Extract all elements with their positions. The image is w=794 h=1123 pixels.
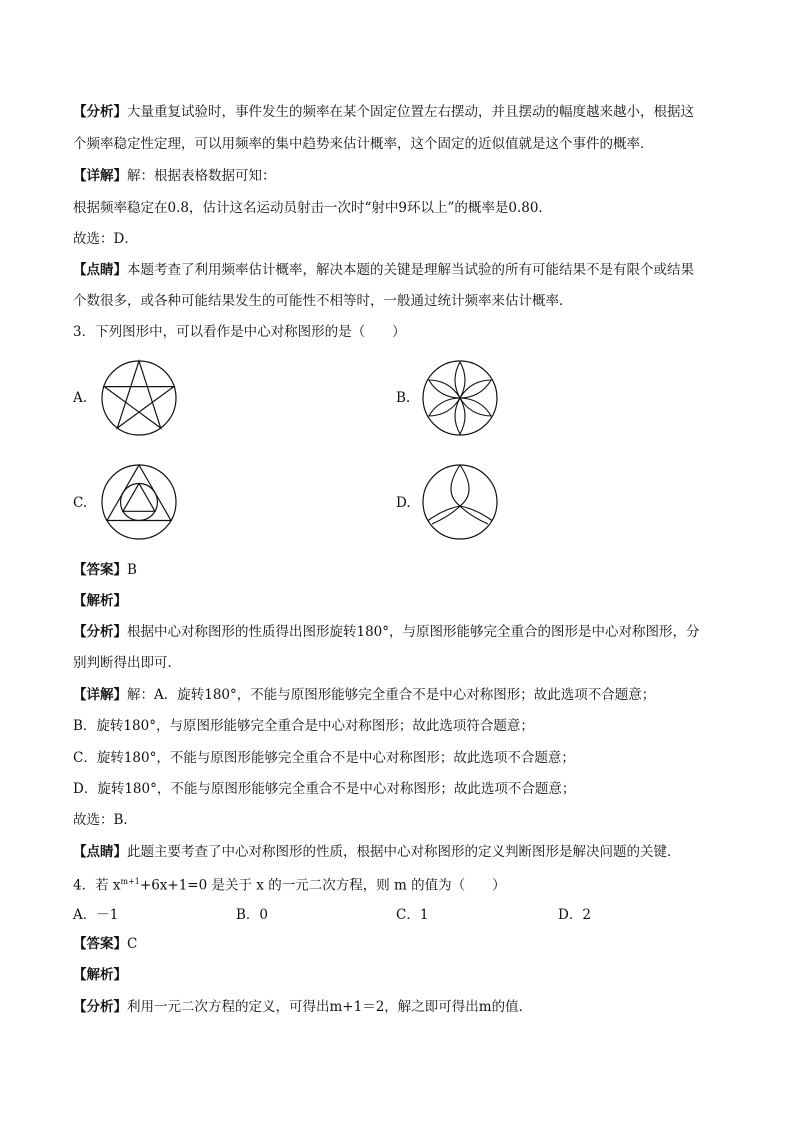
q3-detail-line-1: 【详解】解：A．旋转180°，不能与原图形能够完全重合不是中心对称图形；故此选项不合题意； [73, 687, 656, 703]
q4-answer: 【答案】C [73, 936, 138, 952]
comment-tag: 【点睛】 [73, 262, 127, 278]
q4-jiexi-tag: 【解析】 [73, 967, 127, 983]
q4-choice-d: D．2 [558, 907, 591, 923]
q2-choose: 故选：D． [73, 231, 138, 247]
document-page [73, 0, 723, 1123]
q3-stem: 3．下列图形中，可以看作是中心对称图形的是（ ） [73, 324, 406, 340]
q3-detail-line-2: B．旋转180°，与原图形能够完全重合是中心对称图形；故此选项符合题意； [73, 718, 534, 734]
q3-answer: 【答案】B [73, 562, 137, 578]
q2-detail-line-2: 根据频率稳定在0.8，估计这名运动员射击一次时“射中9环以上”的概率是0.80． [73, 200, 552, 216]
analysis-tag: 【分析】 [73, 624, 127, 640]
q3-choose: 故选：B． [73, 812, 137, 828]
q2-detail-line-1: 【详解】解：根据表格数据可知： [73, 168, 276, 184]
q3-analysis-line-2: 别判断得出即可． [73, 655, 181, 671]
six-petal-flower-figure [420, 358, 500, 438]
q4-choice-c: C．1 [396, 907, 429, 923]
triangle-circles-figure [99, 462, 179, 542]
pentagram-in-circle-figure [99, 358, 179, 438]
comment-tag: 【点睛】 [73, 844, 127, 860]
exponent: m+1 [120, 877, 140, 886]
q2-comment-line-1: 【点睛】本题考查了利用频率估计概率，解决本题的关键是理解当试验的所有可能结果不是有限个或结果 [73, 262, 694, 278]
q3-option-d-label: D. [396, 495, 411, 511]
detail-tag: 【详解】 [73, 687, 127, 703]
q4-choice-b: B．0 [236, 907, 269, 923]
analysis-tag: 【分析】 [73, 999, 127, 1015]
three-arc-circle-figure [420, 462, 500, 542]
q2-analysis-line-2: 个频率稳定性定理，可以用频率的集中趋势来估计概率，这个固定的近似值就是这个事件的概率． [73, 136, 654, 152]
q4-choice-a: A．－1 [73, 907, 119, 923]
q2-comment-line-2: 个数很多，或各种可能结果发生的可能性不相等时，一般通过统计频率来估计概率． [73, 293, 573, 309]
q2-analysis-line-1: 【分析】大量重复试验时，事件发生的频率在某个固定位置左右摆动，并且摆动的幅度越来越小，根据这 [73, 104, 694, 120]
q3-detail-line-3: C．旋转180°，不能与原图形能够完全重合不是中心对称图形；故此选项不合题意； [73, 750, 575, 766]
q3-jiexi-tag: 【解析】 [73, 593, 127, 609]
q4-analysis-line-1: 【分析】利用一元二次方程的定义，可得出m+1＝2，解之即可得出m的值． [73, 999, 533, 1015]
q3-analysis-line-1: 【分析】根据中心对称图形的性质得出图形旋转180°，与原图形能够完全重合的图形是中心对称图形，分 [73, 624, 700, 640]
analysis-tag: 【分析】 [73, 104, 127, 120]
q4-stem: 4．若 $x^{m+1}+6x+1=0$ 是关于 x 的一元二次方程，则 m 的值为（ ） [73, 877, 506, 894]
answer-tag: 【答案】 [73, 562, 127, 578]
q3-option-c-label: C. [73, 495, 88, 511]
q3-comment-line-1: 【点睛】此题主要考查了中心对称图形的性质，根据中心对称图形的定义判断图形是解决问题的关键． [73, 844, 681, 860]
answer-tag: 【答案】 [73, 936, 127, 952]
detail-tag: 【详解】 [73, 168, 127, 184]
q3-detail-line-4: D．旋转180°，不能与原图形能够完全重合不是中心对称图形；故此选项不合题意； [73, 781, 576, 797]
q3-option-b-label: B. [396, 390, 411, 406]
q3-option-a-label: A. [73, 390, 88, 406]
